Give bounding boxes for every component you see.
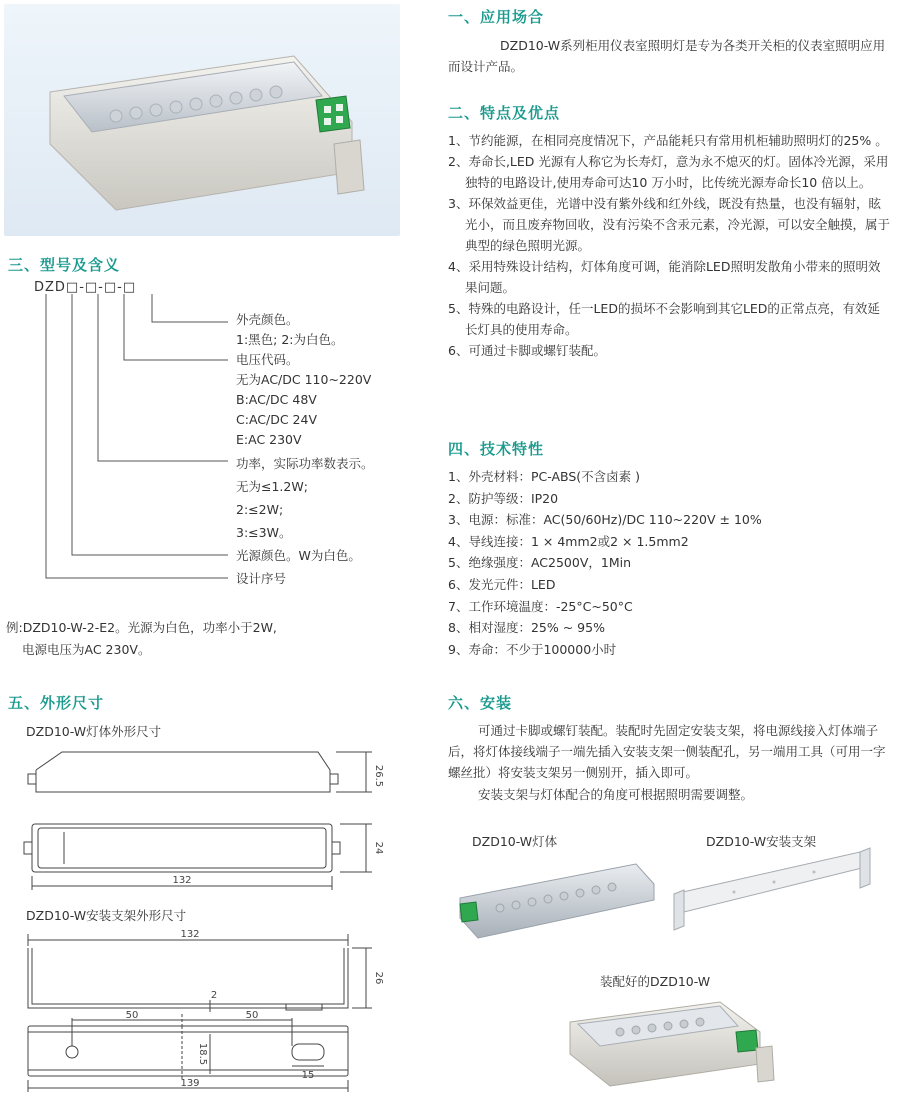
model-code: DZD□-□-□-□ (34, 280, 137, 295)
section-4-title: 四、技术特性 (448, 440, 545, 458)
bracket-dimension-drawing (0, 922, 400, 1115)
spec-item: 8、相对湿度：25% ~ 95% (448, 620, 605, 636)
section-6-title: 六、安装 (448, 694, 513, 712)
spec-item: 5、绝缘强度：AC2500V，1Min (448, 555, 632, 571)
legend-line: 设计序号 (236, 571, 287, 586)
example-line-1: 例:DZD10-W-2-E2。光源为白色，功率小于2W, (6, 620, 277, 635)
dim-lamp-length: 132 (172, 875, 192, 886)
legend-line: 3:≤3W。 (236, 525, 292, 540)
dim-bracket-height: 26 (373, 971, 384, 985)
bracket-photo (664, 842, 884, 932)
example-line-2: 电源电压为AC 230V。 (22, 642, 151, 657)
legend-line: C:AC/DC 24V (236, 412, 317, 427)
list-item: 6、可通过卡脚或螺钉装配。 (448, 343, 606, 358)
bracket-dimension-caption: DZD10-W安装支架外形尺寸 (26, 908, 187, 923)
legend-line: 无为AC/DC 110~220V (236, 372, 372, 387)
spec-item: 7、工作环境温度：-25°C~50°C (448, 598, 633, 614)
dim-hole-left: 50 (125, 1010, 139, 1021)
dim-slot-width: 15 (301, 1070, 315, 1081)
dim-bracket-thickness: 2 (210, 990, 218, 1001)
model-legend (236, 310, 374, 589)
dim-hole-right: 50 (245, 1010, 259, 1021)
assembled-photo (560, 992, 790, 1088)
dim-lamp-height: 26.5 (373, 764, 384, 788)
spec-item: 3、电源：标准：AC(50/60Hz)/DC 110~220V ± 10% (448, 512, 762, 528)
caption-assembled: 装配好的DZD10-W (600, 974, 711, 989)
legend-line: 无为≤1.2W; (236, 479, 308, 494)
section-2-list (448, 130, 890, 361)
spec-item: 9、寿命：不少于100000小时 (448, 641, 617, 657)
caption-lamp: DZD10-W灯体 (472, 834, 558, 849)
spec-item: 1、外壳材料：PC-ABS(不含卤素 ) (448, 469, 641, 484)
lamp-photo (448, 852, 658, 952)
list-item: 1、节约能源，在相同亮度情况下，产品能耗只有常用机柜辅助照明灯的25% 。 (448, 133, 888, 148)
dim-slot-height: 18.5 (197, 1042, 208, 1066)
legend-line: 1:黑色; 2:为白色。 (236, 332, 344, 347)
dim-lamp-width: 24 (373, 841, 384, 855)
spec-item: 4、导线连接：1 × 4mm2或2 × 1.5mm2 (448, 533, 689, 549)
legend-line: B:AC/DC 48V (236, 392, 317, 407)
section-5-title: 五、外形尺寸 (8, 694, 105, 712)
section-1-title: 一、应用场合 (448, 8, 545, 26)
list-item: 2、寿命长,LED 光源有人称它为长寿灯，意为永不熄灭的灯。固体冷光源，采用独特的电路设计,使用寿命可达10 万小时，比传统光源寿命长10 倍以上。 (448, 154, 889, 190)
section-3-title: 三、型号及含义 (8, 256, 121, 274)
list-item: 5、特殊的电路设计，任一LED的损坏不会影响到其它LED的正常点亮，有效延长灯具的使用寿命。 (448, 301, 880, 337)
spec-item: 6、发光元件：LED (448, 576, 556, 592)
lamp-dimension-caption: DZD10-W灯体外形尺寸 (26, 724, 162, 739)
install-paragraph-1: 可通过卡脚或螺钉装配。装配时先固定安装支架，将电源线接入灯体端子后，将灯体接线端子一端先插入安装支架一侧装配孔，另一端用工具（可用一字螺丝批）将安装支架另一侧别开，插入即可。 (448, 723, 886, 780)
dim-bracket-length: 132 (180, 929, 200, 940)
section-1-body: DZD10-W系列柜用仪表室照明灯是专为各类开关柜的仪表室照明应用而设计产品。 (448, 38, 886, 74)
legend-line: 电压代码。 (236, 352, 299, 367)
legend-line: 外壳颜色。 (236, 312, 299, 327)
caption-bracket: DZD10-W安装支架 (706, 834, 817, 849)
spec-item: 2、防护等级：IP20 (448, 490, 559, 506)
legend-line: E:AC 230V (236, 432, 302, 447)
legend-line: 光源颜色。W为白色。 (236, 548, 361, 563)
section-2-title: 二、特点及优点 (448, 104, 561, 122)
dim-bracket-total: 139 (180, 1078, 200, 1089)
legend-line: 2:≤2W; (236, 502, 284, 517)
section-4-list (448, 466, 890, 660)
list-item: 4、采用特殊设计结构，灯体角度可调，能消除LED照明发散角小带来的照明效果问题。 (448, 259, 881, 295)
install-paragraph-2: 安装支架与灯体配合的角度可根据照明需要调整。 (478, 787, 754, 802)
list-item: 3、环保效益更佳，光谱中没有紫外线和红外线，既没有热量，也没有辐射，眩光小，而且废弃物回收，没有污染不含汞元素，冷光源，可以安全触摸，属于典型的绿色照明光源。 (448, 196, 891, 253)
lamp-dimension-drawing (0, 740, 400, 900)
legend-line: 功率，实际功率数表示。 (236, 456, 374, 471)
model-legend-lines (0, 0, 240, 600)
